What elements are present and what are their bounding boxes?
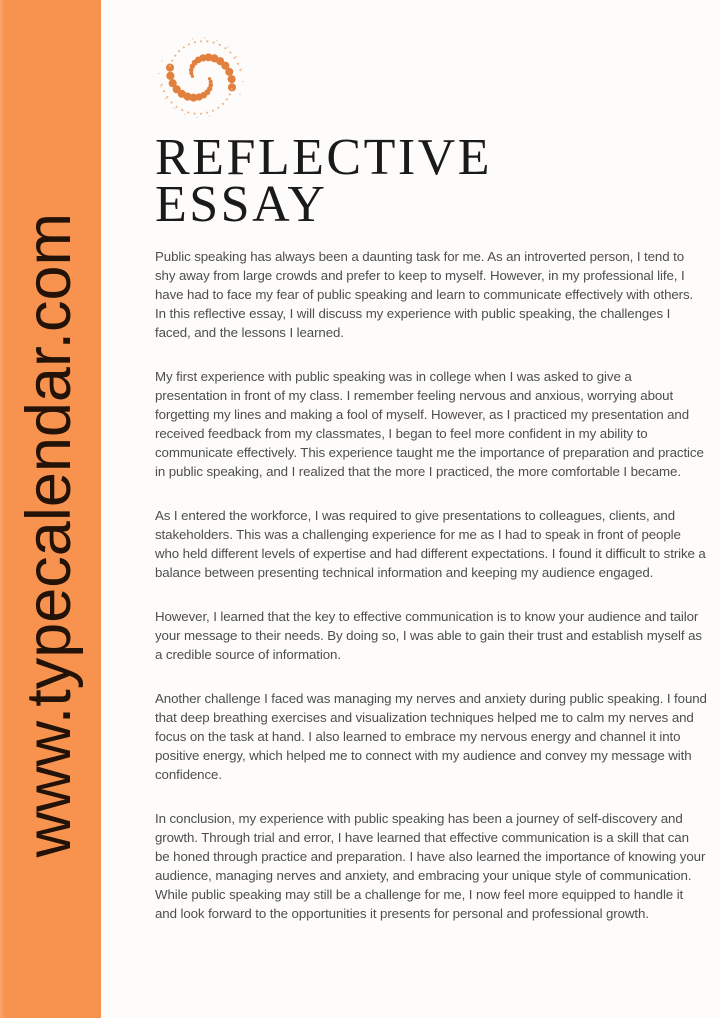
page-title-line-1: REFLECTIVE	[155, 129, 492, 186]
page-title-line-2: ESSAY	[155, 176, 328, 233]
essay-paragraph: As I entered the workforce, I was required to give presentations to colleagues, clients, and stakeholders. This was a challenging experience for me as I had to speak in front of people who held different levels of expertise and had different expectations. I found it difficult to strike a balance between presenting technical information and keeping my audience engaged.	[155, 508, 706, 580]
content-area	[101, 0, 720, 1018]
essay-paragraph: Public speaking has always been a daunting task for me. As an introverted person, I tend to shy away from large crowds and prefer to keep to myself. However, in my professional life, I have had to face my fear of public speaking and learn to communicate effectively with others. In this reflective essay, I will discuss my experience with public speaking, the challenges I faced, and the lessons I learned.	[155, 249, 694, 340]
page-title	[155, 129, 707, 233]
spiral-logo-icon	[151, 30, 251, 125]
essay-paragraph: However, I learned that the key to effective communication is to know your audience and tailor your message to their needs. By doing so, I was able to gain their trust and establish myself as a credible source of information.	[155, 609, 702, 662]
sidebar	[0, 0, 101, 1018]
essay-paragraph: My first experience with public speaking was in college when I was asked to give a presentation in front of my class. I remember feeling nervous and anxious, worrying about forgetting my lines and making a fool of myself. However, as I practiced my presentation and received feedback from my classmates, I began to feel more confident in my ability to communicate effectively. This experience taught me the importance of preparation and practice in public speaking, and I realized that the more I practiced, the more comfortable I became.	[155, 369, 704, 479]
website-url: www.typecalendar.com	[14, 213, 84, 858]
essay-paragraph: Another challenge I faced was managing my nerves and anxiety during public speaking. I found that deep breathing exercises and visualization techniques helped me to calm my nerves and focus on the task at hand. I also learned to embrace my nervous energy and channel it into positive energy, which helped me to connect with my audience and convey my message with confidence.	[155, 691, 707, 782]
essay-body	[155, 247, 707, 923]
essay-paragraph: In conclusion, my experience with public speaking has been a journey of self-discovery and growth. Through trial and error, I have learned that effective communication is a skill that can be honed through practice and preparation. I have also learned the importance of knowing your audience, managing nerves and anxiety, and embracing your unique style of communication. While public speaking may still be a challenge for me, I now feel more equipped to handle it and look forward to the opportunities it presents for personal and professional growth.	[155, 811, 706, 921]
